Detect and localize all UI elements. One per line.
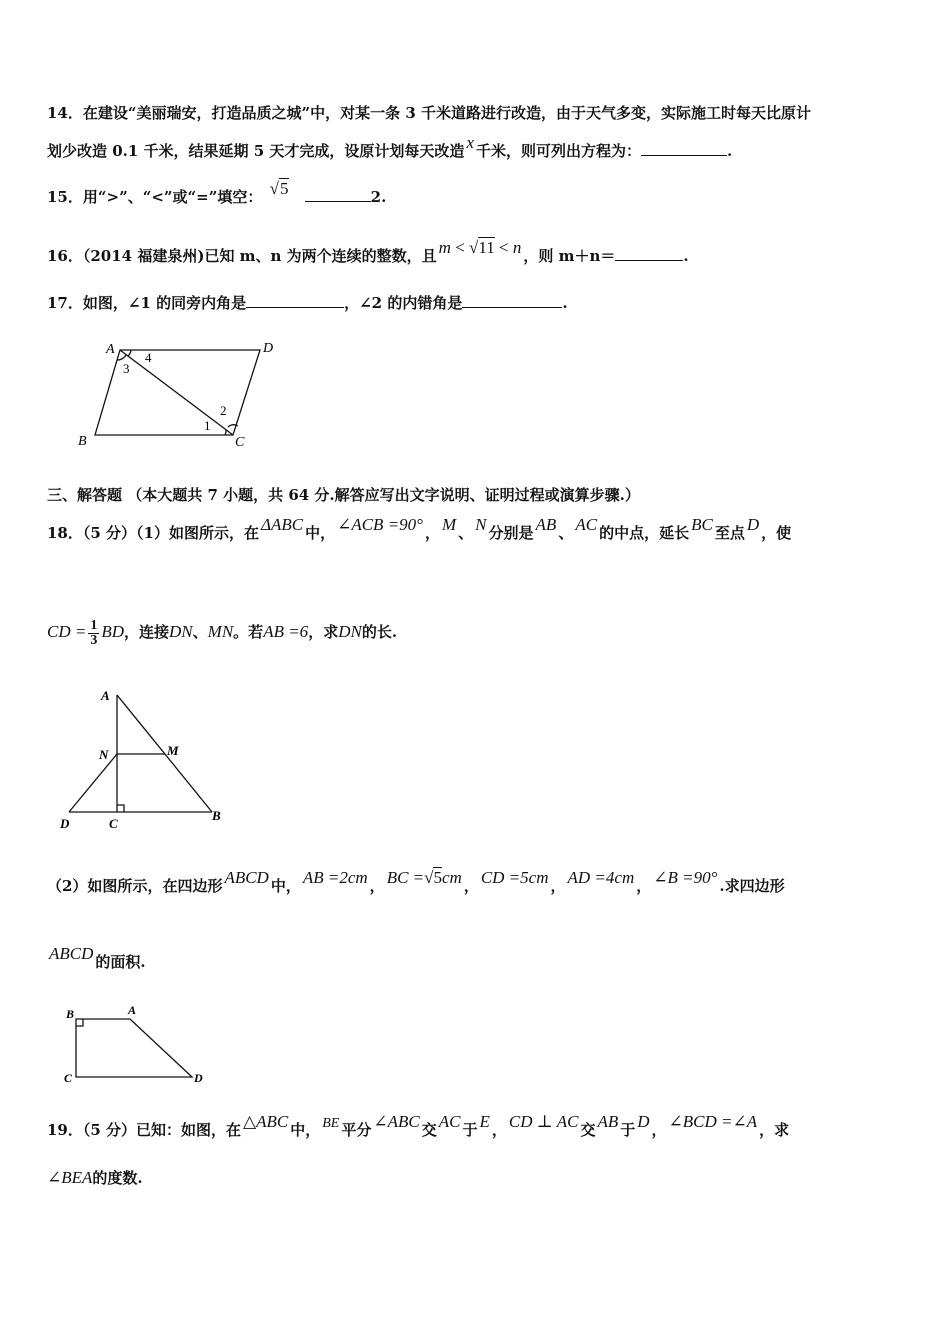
q14-line2 xyxy=(47,133,733,161)
q18-frac-den: 3 xyxy=(90,632,98,648)
fig17-label-B: B xyxy=(78,434,87,449)
q19-bea: ∠BEA xyxy=(47,1168,93,1187)
q18-l1-i: ，使 xyxy=(761,524,792,542)
q19-cdperp: CD ⊥ AC xyxy=(508,1112,579,1131)
q15-radicand: 5 xyxy=(279,179,289,198)
q18b-bc-unit: cm xyxy=(441,868,462,887)
q15-suffix: 2. xyxy=(370,188,387,206)
q19-D: D xyxy=(637,1112,650,1131)
q18b-a: （2）如图所示，在四边形 xyxy=(47,877,223,895)
q18b-d: ， xyxy=(463,877,479,895)
q16-radicand: 11 xyxy=(478,238,495,257)
q19-g: 交 xyxy=(580,1121,596,1139)
fig17-label-A: A xyxy=(106,342,115,357)
q16-n: n xyxy=(512,238,522,257)
q19-abc: ∠ABC xyxy=(373,1112,420,1131)
q17-mid: ，∠2 的内错角是 xyxy=(344,294,463,312)
q16-lt-1: < xyxy=(455,238,465,257)
q17-blank-2[interactable] xyxy=(462,293,562,308)
fig17-angle-1: 1 xyxy=(204,418,211,433)
q18-line2 xyxy=(47,618,397,648)
q16-answer-blank[interactable] xyxy=(615,246,683,261)
q18-DN: DN xyxy=(169,622,193,641)
q18-bd: BD xyxy=(101,622,125,641)
fig17-diagonal-ac xyxy=(120,350,233,435)
q19-be: BE xyxy=(322,1116,340,1131)
q18-l1-c: ， xyxy=(424,524,440,542)
q16-prefix: 16．（2014 福建泉州)已知 m、n 为两个连续的整数，且 xyxy=(47,247,437,265)
q16-m: m xyxy=(438,238,451,257)
q18-fraction xyxy=(88,619,99,648)
q18-triangle: ΔABC xyxy=(260,515,304,534)
q18-l1-f: 、 xyxy=(558,524,574,542)
q14-line1: 14．在建设“美丽瑞安，打造品质之城”中，对某一条 3 千米道路进行改造，由于天气多变，实际施工时每天比原计 xyxy=(47,104,812,122)
q18-BC: BC xyxy=(691,515,713,534)
q19-ab: AB xyxy=(597,1112,619,1131)
q19-d: 交 xyxy=(421,1121,437,1139)
q18b-cd: CD =5cm xyxy=(480,868,549,887)
q18b-f: ， xyxy=(636,877,652,895)
fig18-label-M: M xyxy=(167,743,179,758)
q19-j: ，求 xyxy=(759,1121,790,1139)
fig18-label-A: A xyxy=(101,688,110,703)
q18-l2-b: 、 xyxy=(192,623,208,641)
q19-tri: △ABC xyxy=(243,1112,289,1131)
q18b-e: ， xyxy=(550,877,566,895)
fig18-label-B: B xyxy=(212,808,221,823)
q18-MN: MN xyxy=(207,622,234,641)
fig17-label-D: D xyxy=(263,341,274,356)
q14-text-b: 千米，则可列出方程为： xyxy=(475,142,641,160)
q19-k: 的度数. xyxy=(92,1169,143,1187)
q16-end: . xyxy=(683,247,689,265)
fig18-label-N: N xyxy=(99,747,109,762)
q18b-c: ， xyxy=(369,877,385,895)
q18b-line1 xyxy=(47,868,785,896)
q18b-ad: AD =4cm xyxy=(567,868,635,887)
q19-ac: AC xyxy=(438,1112,461,1131)
q18-l1-b: 中， xyxy=(305,524,336,542)
q18-N: N xyxy=(475,515,487,534)
fig17-arc-2 xyxy=(228,425,238,427)
q15-answer-blank[interactable] xyxy=(305,187,371,202)
q16-inequality: m < √11 < n xyxy=(438,238,522,257)
q18b-quad2: ABCD xyxy=(49,944,94,963)
q14-var: x xyxy=(466,133,474,152)
q15-sqrt: √5 xyxy=(269,179,289,198)
q17-prefix: 17．如图，∠1 的同旁内角是 xyxy=(47,294,247,312)
fig18-right-angle-mark xyxy=(117,805,124,812)
q16-suffix: ，则 m＋n＝ xyxy=(523,247,616,265)
q19-line1 xyxy=(47,1112,790,1142)
q18-l1-e: 分别是 xyxy=(488,524,534,542)
fig17-arc-1 xyxy=(225,430,226,435)
q18-l1-h: 至点 xyxy=(714,524,745,542)
fig18b-label-D: D xyxy=(194,1071,203,1085)
q19-e: 于 xyxy=(462,1121,478,1139)
q19-h: 于 xyxy=(620,1121,636,1139)
q18-l1-g: 的中点，延长 xyxy=(599,524,690,542)
q17-blank-1[interactable] xyxy=(246,293,344,308)
fig18-label-D: D xyxy=(60,816,70,831)
q18-AB: AB xyxy=(535,515,557,534)
q18b-bc: BC =√5cm xyxy=(386,868,462,887)
q18b-g: .求四边形 xyxy=(719,877,785,895)
q14-text-a: 划少改造 0.1 千米，结果延期 5 天才完成，设原计划每天改造 xyxy=(47,142,465,160)
q18-l2-d: ，求 xyxy=(308,623,339,641)
fig17-arc-4 xyxy=(128,350,131,356)
q18-AC: AC xyxy=(575,515,598,534)
q19-line2 xyxy=(47,1168,143,1188)
fig17-angle-3: 3 xyxy=(123,361,130,376)
q17-line xyxy=(47,293,568,313)
q18b-b: 中， xyxy=(270,877,301,895)
q19-b: 中， xyxy=(290,1121,321,1139)
q18-l1-d: 、 xyxy=(458,524,474,542)
q16-line xyxy=(47,238,689,266)
q16-lt-2: < xyxy=(499,238,509,257)
q15-line xyxy=(47,179,387,207)
fig18b-quad-outline xyxy=(76,1019,192,1077)
q18-cd: CD = xyxy=(47,622,87,641)
q18-l1-a: 18．（5 分）（1）如图所示，在 xyxy=(47,524,259,542)
fig18-segment-dn xyxy=(69,754,117,812)
q18-ab6: AB =6 xyxy=(263,622,309,641)
q18b-ab: AB =2cm xyxy=(302,868,368,887)
fig17-angle-2: 2 xyxy=(220,403,227,418)
q14-end: . xyxy=(727,142,733,160)
q18-M: M xyxy=(441,515,457,534)
fig17-angle-4: 4 xyxy=(145,350,152,365)
q19-E: E xyxy=(479,1112,490,1131)
fig18-label-C: C xyxy=(109,816,118,831)
section-3-title: 三、解答题 （本大题共 7 小题，共 64 分.解答应写出文字说明、证明过程或演算步骤.） xyxy=(47,486,640,504)
figure-17-parallelogram xyxy=(70,338,290,450)
q19-i: ， xyxy=(651,1121,667,1139)
fig18b-label-B: B xyxy=(66,1007,75,1021)
figure-18-triangle xyxy=(55,685,235,835)
q19-a: 19．（5 分）已知：如图，在 xyxy=(47,1121,242,1139)
q18b-bc-rad: 5 xyxy=(433,868,442,887)
q18-D: D xyxy=(746,515,760,534)
q18-line1 xyxy=(47,515,792,543)
q18-l2-c: 。若 xyxy=(233,623,264,641)
q18-frac-num: 1 xyxy=(90,617,98,633)
fig18b-label-A: A xyxy=(128,1003,137,1017)
fig18b-right-angle-mark xyxy=(76,1019,83,1026)
q18-l2-a: ，连接 xyxy=(124,623,170,641)
q18-angle: ∠ACB =90° xyxy=(337,515,423,534)
figure-18b-quadrilateral xyxy=(60,1003,220,1088)
q18-DN2: DN xyxy=(338,622,362,641)
fig18b-label-C: C xyxy=(64,1071,73,1085)
q18b-line2 xyxy=(47,944,146,972)
q18b-quad: ABCD xyxy=(224,868,269,887)
q19-bcd: ∠BCD =∠A xyxy=(668,1112,758,1131)
q18b-bc-pre: BC = xyxy=(386,868,425,887)
q14-answer-blank[interactable] xyxy=(641,141,727,156)
q18-l2-e: 的长. xyxy=(361,623,398,641)
q18b-angb: ∠B =90° xyxy=(653,868,718,887)
q19-c: 平分 xyxy=(341,1121,372,1139)
q15-prefix: 15．用“>”、“<”或“=”填空： xyxy=(47,188,263,206)
q19-f: ， xyxy=(491,1121,507,1139)
q18b-h: 的面积. xyxy=(95,953,146,971)
q17-end: . xyxy=(562,294,568,312)
fig17-label-C: C xyxy=(235,435,245,450)
